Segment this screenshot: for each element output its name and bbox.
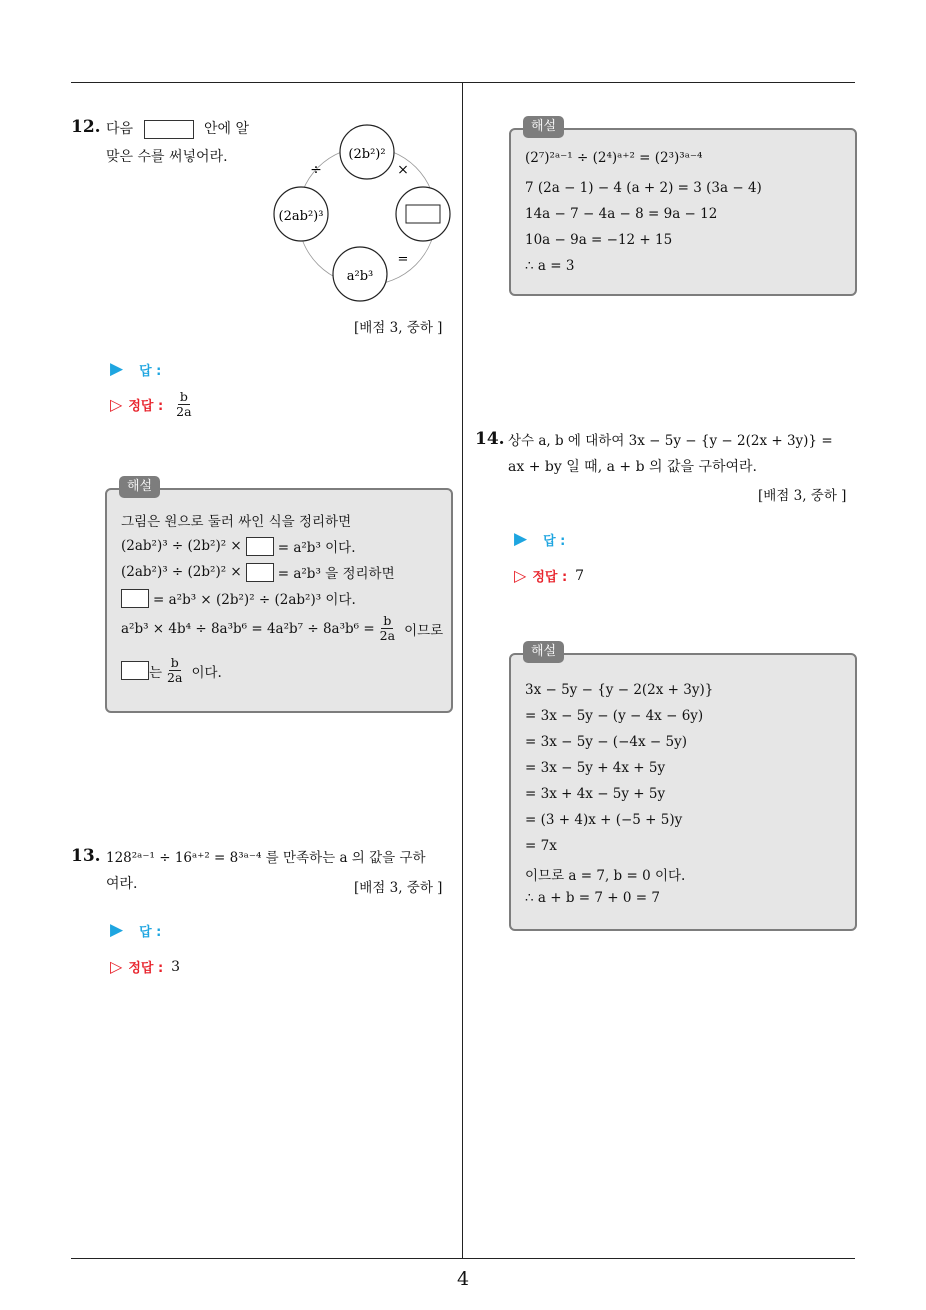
correct-arrow-icon: ▷ [110,957,123,976]
q12-sol-line5 [121,614,443,643]
q12-answer-row [110,359,161,379]
q14-sol-line: ∴ a + b = 7 + 0 = 7 [525,890,660,906]
q12-op-multiply: × [397,162,409,178]
q13-sol-line: (2⁷)²ᵃ⁻¹ ÷ (2⁴)ᵃ⁺² = (2³)³ᵃ⁻⁴ [525,150,703,166]
q14-sol-line: = 3x + 4x − 5y + 5y [525,786,666,802]
q13-sol-line: 7 (2a − 1) − 4 (a + 2) = 3 (3a − 4) [525,180,762,196]
q12-op-equals: = [397,252,409,267]
correct-arrow-icon: ▷ [514,566,527,585]
q12-sol-line6-fraction [165,656,184,685]
q12-correct-label: 정답 : [128,399,164,414]
q14-sol-line: = 3x − 5y − (y − 4x − 6y) [525,708,704,724]
q13-sol-line: ∴ a = 3 [525,258,575,274]
q12-sol-line5a: a²b³ × 4b⁴ ÷ 8a³b⁶ = 4a²b⁷ ÷ 8a³b⁶ = [121,620,375,637]
q13-number: 13. [71,846,101,866]
q12-sol-blank-box [121,589,149,608]
q12-op-divide: ÷ [310,162,322,178]
q13-answer-label: 답 : [139,924,162,940]
q12-sol-line6-den: 2a [167,670,183,685]
q12-sol-line3 [121,562,395,582]
answer-arrow-icon: ▶ [110,359,124,379]
q12-text-line2: 맞은 수를 써넣어라. [106,149,228,165]
q12-sol-line2 [121,536,356,556]
q13-solution-box [509,119,857,296]
q14-line2: ax + by 일 때, a + b 의 값을 구하여라. [508,459,758,475]
q12-sol-line4b: = a²b³ × (2b²)² ÷ (2ab²)³ 이다. [153,592,356,608]
q14-sol-line: = (3 + 4)x + (−5 + 5)y [525,812,683,828]
q12-sol-blank-box [246,537,274,556]
q14-solution-tab: 해설 [523,641,564,663]
q12-correct-row [110,390,197,419]
q13-correct-value: 3 [171,958,181,975]
q12-sol-line3b: = a²b³ 을 정리하면 [277,566,395,582]
q13-line1: 128²ᵃ⁻¹ ÷ 16ᵃ⁺² = 8³ᵃ⁻⁴ 를 만족하는 a 의 값을 구하 [106,850,426,866]
q14-sol-line: = 3x − 5y − (−4x − 5y) [525,734,687,750]
q12-answer-label: 답 : [139,363,162,379]
q12-circle-diagram [266,122,466,302]
q13-answer-row [110,920,161,940]
q12-sol-line5-fraction [378,614,397,643]
q14-correct-value: 7 [575,567,585,584]
q14-sol-line: = 3x − 5y + 4x + 5y [525,760,666,776]
q14-line1: 상수 a, b 에 대하여 3x − 5y − {y − 2(2x + 3y)} = [508,433,833,449]
q12-sol-line6a: 는 [149,664,163,681]
q12-text-a: 다음 [106,121,134,137]
q12-sol-line4 [121,588,356,608]
q12-diagram-blank-box [406,205,440,223]
q12-sol-line3a: (2ab²)³ ÷ (2b²)² × [121,564,242,580]
q12-correct-numerator: b [179,389,188,404]
q12-sol-line1: 그림은 원으로 둘러 싸인 식을 정리하면 [121,514,352,530]
q12-diagram-bottom: a²b³ [346,269,374,284]
top-rule [71,82,855,83]
q12-correct-fraction [174,390,193,419]
bottom-rule [71,1258,855,1259]
q13-line2: 여라. [106,876,138,892]
q14-meta: [배점 3, 중하 ] [758,488,847,504]
q12-sol-line2a: (2ab²)³ ÷ (2b²)² × [121,538,242,554]
q12-solution-tab: 해설 [119,476,160,498]
q12-diagram-left: (2ab²)³ [278,209,324,224]
q12-sol-line5-den: 2a [379,628,396,643]
q12-sol-line5b: 이므로 [404,622,444,639]
page-number: 4 [456,1268,470,1290]
q12-text-b: 안에 알 [203,121,249,137]
q13-sol-line: 14a − 7 − 4a − 8 = 9a − 12 [525,206,718,222]
q12-sol-line6 [121,656,222,685]
q12-number: 12. [71,117,101,137]
q12-blank-box [144,120,194,139]
q14-answer-label: 답 : [543,533,566,549]
q12-sol-blank-box [121,661,149,680]
q12-sol-line2b: = a²b³ 이다. [277,540,356,556]
q12-sol-line6-num: b [170,655,179,670]
q14-solution-box [509,644,857,931]
q12-diagram-top: (2b²)² [348,147,386,162]
q13-correct-label: 정답 : [128,961,164,976]
q13-solution-tab: 해설 [523,116,564,138]
q12-solution-box [105,479,453,713]
answer-arrow-icon: ▶ [514,529,528,549]
q14-number: 14. [475,429,505,449]
q13-meta: [배점 3, 중하 ] [354,880,443,896]
answer-arrow-icon: ▶ [110,920,124,940]
q12-sol-blank-box [246,563,274,582]
q14-sol-line: 3x − 5y − {y − 2(2x + 3y)} [525,682,714,698]
q12-correct-denominator: 2a [176,404,192,419]
q12-meta: [배점 3, 중하 ] [354,320,443,336]
q12-text-line1 [106,116,249,142]
q13-correct-row [110,957,180,976]
q14-correct-label: 정답 : [532,570,568,585]
q12-sol-line5-num: b [383,613,392,628]
q14-correct-row [514,566,584,585]
correct-arrow-icon: ▷ [110,395,123,414]
q12-sol-line6b: 이다. [191,664,222,681]
q14-answer-row [514,529,565,549]
q14-sol-line: = 7x [525,838,557,854]
q14-sol-line: 이므로 a = 7, b = 0 이다. [525,868,686,884]
q13-sol-line: 10a − 9a = −12 + 15 [525,232,673,248]
